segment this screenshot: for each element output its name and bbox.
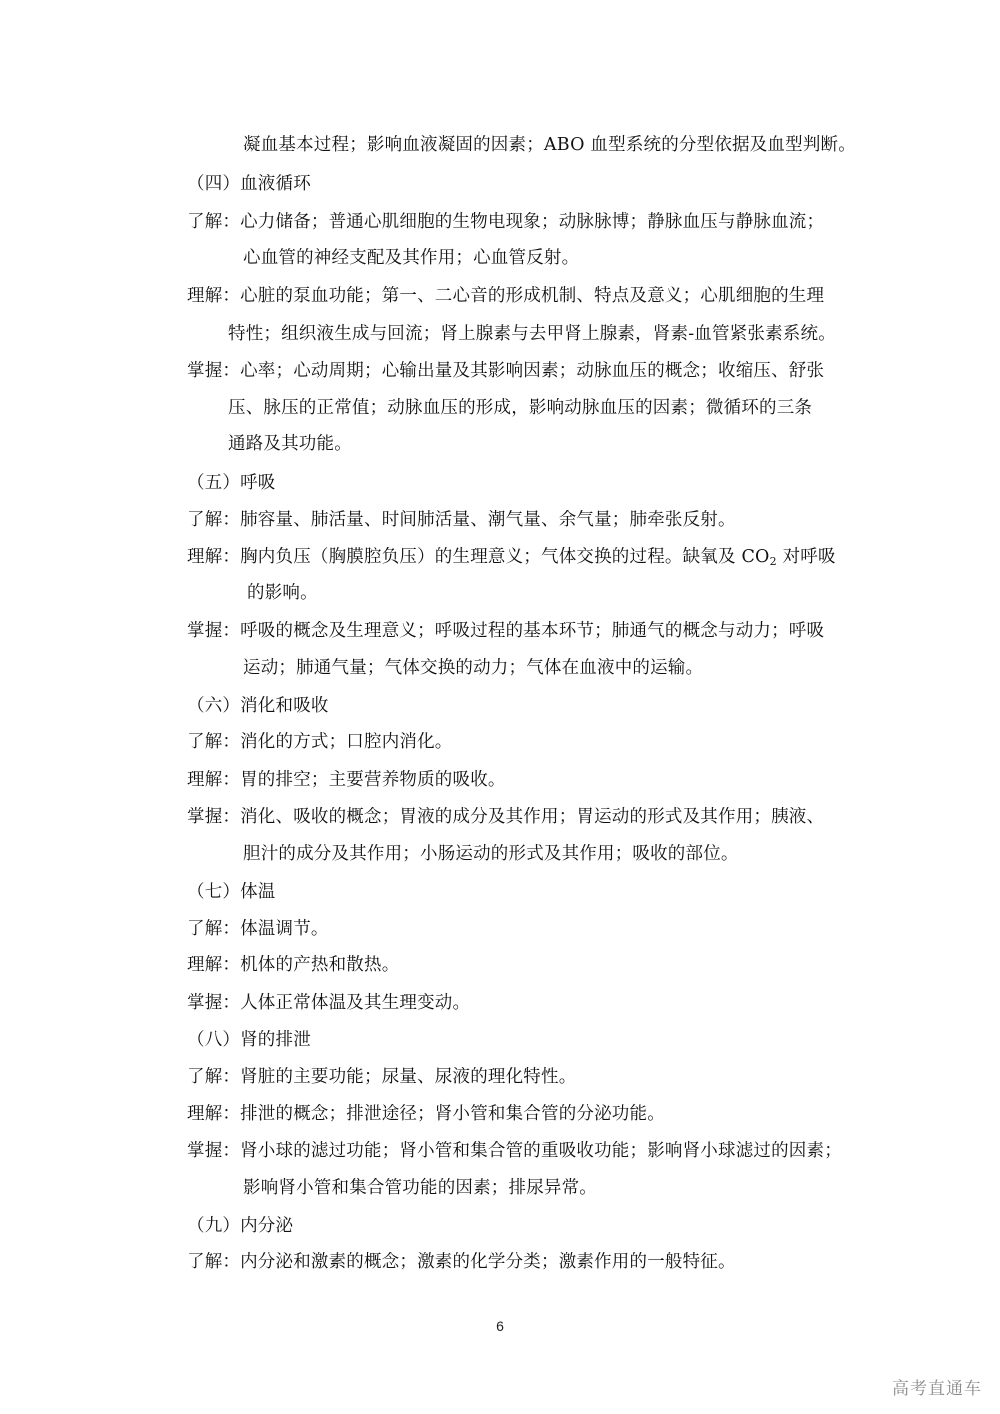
text-line: 掌握：人体正常体温及其生理变动。 (187, 993, 471, 1013)
text-line: 了解：心力储备；普通心肌细胞的生物电现象；动脉脉博；静脉血压与静脉血流； (187, 212, 825, 232)
text-line: 通路及其功能。 (228, 434, 352, 454)
section-heading: （五）呼吸 (187, 473, 276, 493)
text-line: 掌握：消化、吸收的概念；胃液的成分及其作用；胃运动的形式及其作用；胰液、 (187, 807, 825, 827)
section-heading: （七）体温 (187, 882, 276, 902)
watermark: 高考直通车 (892, 1379, 982, 1399)
text-line: 压、脉压的正常值；动脉血压的形成，影响动脉血压的因素；微循环的三条 (228, 398, 813, 418)
text-line: 凝血基本过程；影响血液凝固的因素；ABO 血型系统的分型依据及血型判断。 (243, 135, 856, 155)
subscript: 2 (769, 555, 777, 568)
text-line: 特性；组织液生成与回流；肾上腺素与去甲肾上腺素，肾素-血管紧张素系统。 (228, 324, 836, 344)
text-line: 了解：肺容量、肺活量、时间肺活量、潮气量、余气量；肺牵张反射。 (187, 510, 736, 530)
section-heading: （六）消化和吸收 (187, 696, 329, 716)
text-line: 理解：胃的排空；主要营养物质的吸收。 (187, 770, 506, 790)
text-segment: 理解：胸内负压（胸膜腔负压）的生理意义；气体交换的过程。缺氧及 CO (187, 547, 770, 567)
text-line: 理解：机体的产热和散热。 (187, 955, 400, 975)
text-line: 理解：排泄的概念；排泄途径；肾小管和集合管的分泌功能。 (187, 1104, 665, 1124)
text-line: 了解：内分泌和激素的概念；激素的化学分类；激素作用的一般特征。 (187, 1252, 736, 1272)
section-heading: （八）肾的排泄 (187, 1030, 311, 1050)
text-line: 理解：心脏的泵血功能；第一、二心音的形成机制、特点及意义；心肌细胞的生理 (187, 286, 825, 306)
page-number: 6 (496, 1318, 504, 1334)
text-line: 心血管的神经支配及其作用；心血管反射。 (243, 248, 580, 268)
text-line: 掌握：心率；心动周期；心输出量及其影响因素；动脉血压的概念；收缩压、舒张 (187, 361, 825, 381)
text-line: 的影响。 (247, 583, 318, 603)
text-line: 了解：体温调节。 (187, 919, 329, 939)
text-line: 影响肾小管和集合管功能的因素；排尿异常。 (243, 1178, 597, 1198)
section-heading: （四）血液循环 (187, 174, 311, 194)
text-segment: 对呼吸 (776, 547, 836, 567)
text-line: 了解：肾脏的主要功能；尿量、尿液的理化特性。 (187, 1067, 577, 1087)
text-line: 运动；肺通气量；气体交换的动力；气体在血液中的运输。 (243, 658, 704, 678)
text-line: 掌握：肾小球的滤过功能；肾小管和集合管的重吸收功能；影响肾小球滤过的因素； (187, 1141, 842, 1161)
text-line (187, 545, 836, 569)
text-line: 了解：消化的方式；口腔内消化。 (187, 732, 453, 752)
section-heading: （九）内分泌 (187, 1216, 294, 1236)
text-line: 胆汁的成分及其作用；小肠运动的形式及其作用；吸收的部位。 (243, 844, 739, 864)
text-line: 掌握：呼吸的概念及生理意义；呼吸过程的基本环节；肺通气的概念与动力；呼吸 (187, 621, 825, 641)
